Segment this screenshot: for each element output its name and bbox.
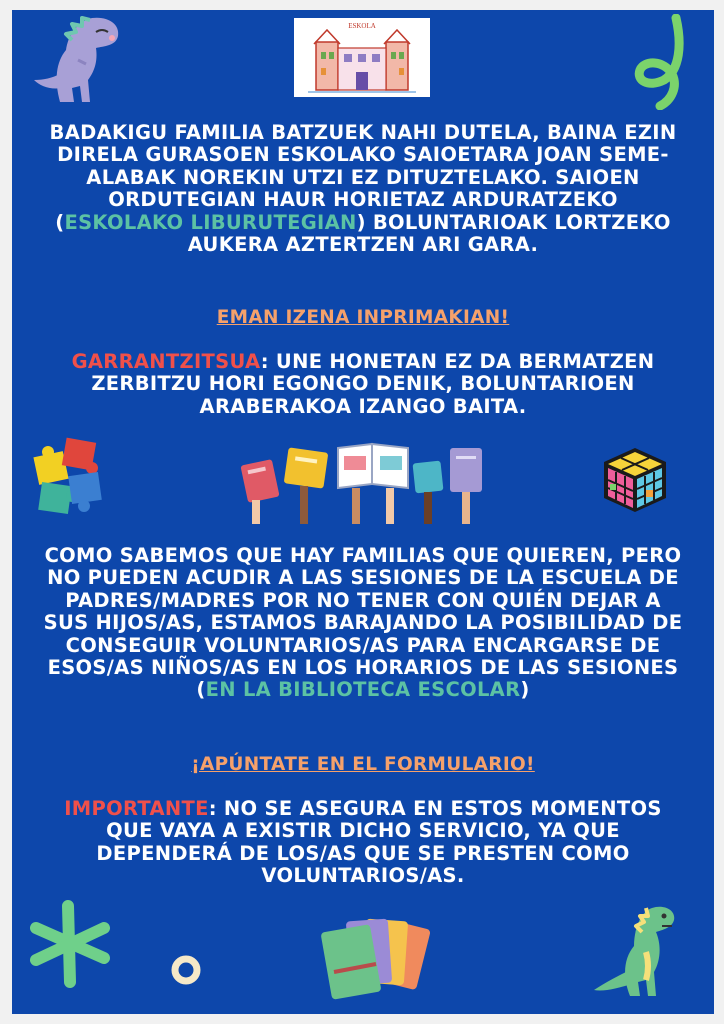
school-logo [294,18,430,97]
rubik-cube-icon [600,444,670,516]
spanish-intro-end: ) [520,678,530,702]
poster [12,10,714,1014]
basque-intro [12,122,714,256]
puzzle-pieces-icon [30,434,112,520]
dinosaur-icon [32,10,124,112]
basque-important-text: : UNE HONETAN EZ DA BERMATZEN ZERBITZU HORI EGONGO DENIK, BOLUNTARIOEN ARABERAKOA IZANGO BAITA. [91,350,655,418]
spanish-cta[interactable] [12,754,714,776]
spanish-intro-text: COMO SABEMOS QUE HAY FAMILIAS QUE QUIEREN, PERO NO PUEDEN ACUDIR A LAS SESIONES DE LA ESCUELA DE PADRES/MADRES POR NO TENER CON QUIÉN DEJAR A SUS HIJOS/AS, ESTAMOS BARAJANDO LA POSIBILIDAD DE CONSEGUIR VOLUNTARIOS/AS PARA ENCARGARSE DE ESOS/AS NIÑOS/AS EN LOS HORARIOS DE LAS SESIONES ( [43,544,683,702]
basque-intro-end: ) BOLUNTARIOAK LORTZEKO AUKERA AZTERTZEN ARI GARA. [187,210,671,257]
spanish-intro [12,545,714,702]
basque-cta[interactable] [12,307,714,329]
logo-text: ESKOLA [348,22,376,30]
dinosaur-icon [590,896,706,1008]
hands-holding-books-icon [238,440,488,526]
cards-icon [318,910,442,1004]
basque-important [12,351,714,418]
spanish-library-highlight: EN LA BIBLIOTECA ESCOLAR [205,678,521,702]
swirl-icon [624,14,694,110]
basque-intro-text: BADAKIGU FAMILIA BATZUEK NAHI DUTELA, BAINA EZIN DIRELA GURASOEN ESKOLAKO SAIOETARA JOAN SEME-ALABAK NOREKIN UTZI EZ DITUZTELAKO. SAIOEN ORDUTEGIAN HAUR HORIETAZ ARDURATZEKO ( [49,121,677,234]
spanish-important-text: : NO SE ASEGURA EN ESTOS MOMENTOS QUE VAYA A EXISTIR DICHO SERVICIO, YA QUE DEPENDERÁ DE LOS/AS QUE SE PRESTEN COMO VOLUNTARIOS/AS. [96,797,662,888]
ring-icon [168,952,204,988]
spanish-important-label: IMPORTANTE [64,797,209,820]
basque-library-highlight: ESKOLAKO LIBURUTEGIAN [64,210,357,234]
basque-form-link[interactable]: EMAN IZENA INPRIMAKIAN! [216,307,510,328]
asterisk-star-icon [28,898,112,990]
spanish-form-link[interactable]: ¡APÚNTATE EN EL FORMULARIO! [191,754,535,775]
school-logo-drawing [294,18,430,97]
basque-important-label: GARRANTZITSUA [71,350,261,373]
spanish-important [12,798,714,888]
